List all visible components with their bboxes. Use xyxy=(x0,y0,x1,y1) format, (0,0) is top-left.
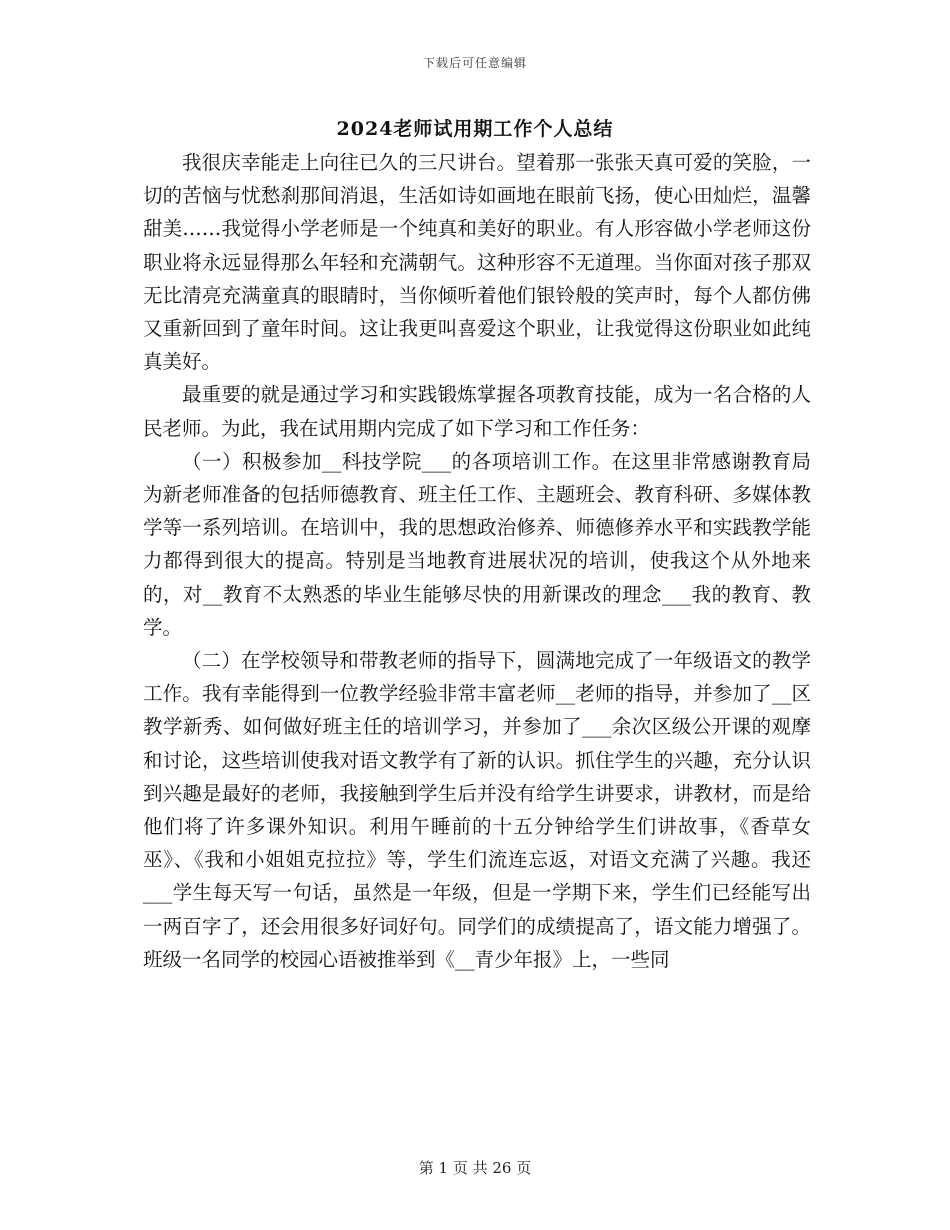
page-footer: 第 1 页 共 26 页 xyxy=(418,1159,532,1177)
paragraph-goal: 最重要的就是通过学习和实践锻炼掌握各项教育技能，成为一名合格的人民老师。为此，我在试用期内完成了如下学习和工作任务： xyxy=(143,383,811,440)
paragraph-teaching: （二）在学校领导和带教老师的指导下，圆满地完成了一年级语文的教学工作。我有幸能得到一位教学经验非常丰富老师__老师的指导，并参加了__区教学新秀、如何做好班主任的培训学习，并参加了___余次区级公开课的观摩和讨论，这些培训使我对语文教学有了新的认识。抓住学生的兴趣，充分认识到兴趣是最好的老师，我接触到学生后并没有给学生讲要求，讲教材，而是给他们将了许多课外知识。利用午睡前的十五分钟给学生们讲故事，《香草女巫》、《我和小姐姐克拉拉》等，学生们流连忘返，对语文充满了兴趣。我还___学生每天写一句话，虽然是一年级，但是一学期下来，学生们已经能写出一两百字了，还会用很多好词好句。同学们的成绩提高了，语文能力增强了。班级一名同学的校园心语被推举到《__青少年报》上，一些同 xyxy=(143,649,811,971)
document-body xyxy=(143,146,811,976)
paragraph-training: （一）积极参加__科技学院___的各项培训工作。在这里非常感谢教育局为新老师准备的包括师德教育、班主任工作、主题班会、教育科研、多媒体教学等一系列培训。在培训中，我的思想政治修养、师德修养水平和实践教学能力都得到很大的提高。特别是当地教育进展状况的培训，使我这个从外地来的，对__教育不太熟悉的毕业生能够尽快的用新课改的理念___我的教育、教学。 xyxy=(143,449,811,639)
paragraph-intro: 我很庆幸能走上向往已久的三尺讲台。望着那一张张天真可爱的笑脸，一切的苦恼与忧愁刹那间消退，生活如诗如画地在眼前飞扬，使心田灿烂，温馨甜美……我觉得小学老师是一个纯真和美好的职业。有人形容做小学老师这份职业将永远显得那么年轻和充满朝气。这种形容不无道理。当你面对孩子那双无比清亮充满童真的眼睛时，当你倾听着他们银铃般的笑声时，每个人都仿佛又重新回到了童年时间。这让我更叫喜爱这个职业，让我觉得这份职业如此纯真美好。 xyxy=(143,151,811,374)
header-note: 下载后可任意编辑 xyxy=(422,56,527,70)
document-title: 2024老师试用期工作个人总结 xyxy=(336,118,614,140)
